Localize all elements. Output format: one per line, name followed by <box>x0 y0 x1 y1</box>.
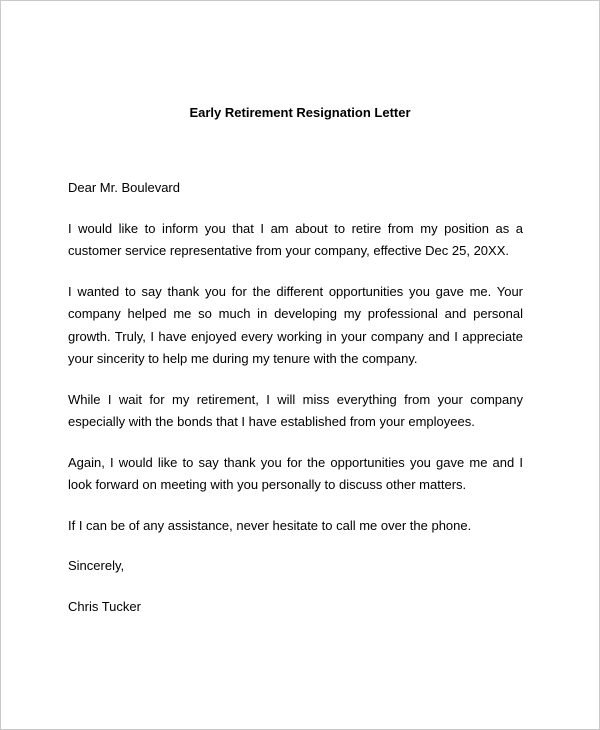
paragraph-2: I wanted to say thank you for the different opportunities you gave me. Your company helped me so much in developing my professional and personal growth. Truly, I have enjoyed every working in your company and I appreciate your sincerity to help me during my tenure with the company. <box>68 283 523 366</box>
letter-body <box>68 177 523 636</box>
closing: Sincerely, <box>68 558 125 573</box>
paragraph-1: I would like to inform you that I am about to retire from my position as a customer service representative from your company, effective Dec 25, 20XX. <box>68 220 523 258</box>
paragraph-4: Again, I would like to say thank you for the opportunities you gave me and I look forward on meeting with you personally to discuss other matters. <box>68 454 523 492</box>
paragraph-3: While I wait for my retirement, I will miss everything from your company especially with the bonds that I have established from your employees. <box>68 391 523 429</box>
salutation: Dear Mr. Boulevard <box>68 180 180 195</box>
signature: Chris Tucker <box>68 598 141 614</box>
paragraph-5: If I can be of any assistance, never hesitate to call me over the phone. <box>68 517 472 533</box>
letter-title: Early Retirement Resignation Letter <box>189 105 411 120</box>
